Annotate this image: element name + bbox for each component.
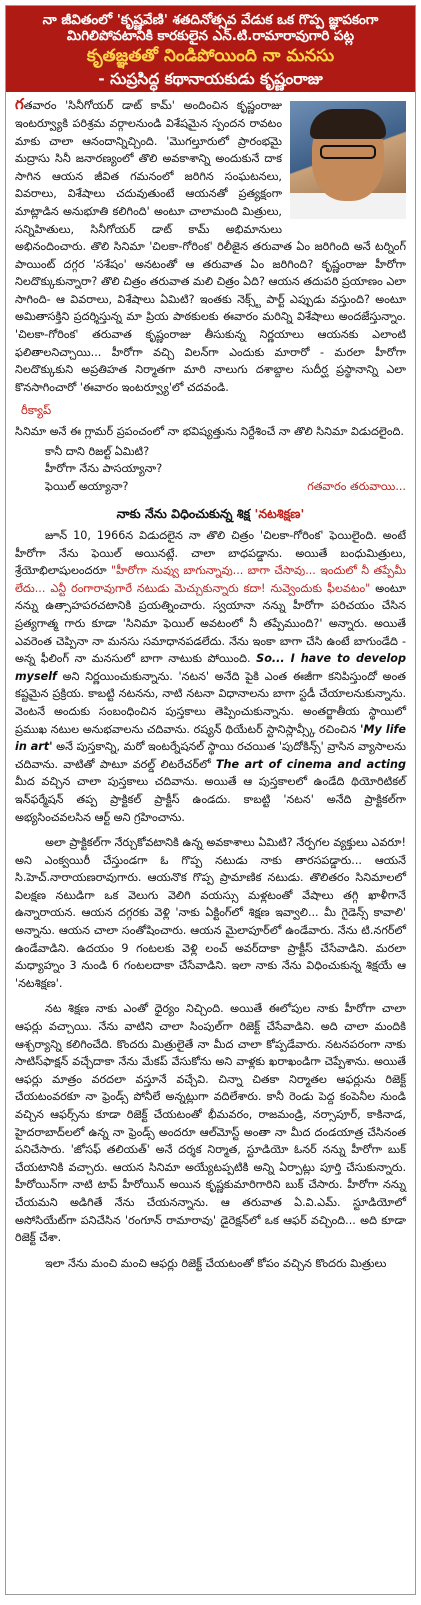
recap-question-2: హీరోగా నేను పాసయ్యానా? xyxy=(45,462,163,476)
section-title xyxy=(15,505,406,523)
recap-question-1: కానీ దాని రిజల్ట్ ఏమిటి? xyxy=(45,444,150,458)
article-page xyxy=(5,5,416,1595)
intro-dropcap: గ xyxy=(15,95,24,114)
paragraph-1-e: మీద వచ్చిన చాలా పుస్తకాలు చదివాను. అయితే ఆ పుస్తకాలలో ఉండేది థియోరిటికల్ ఇన్‌ఫర్మేషన్ తప్ప ప్రాక్టికల్ ప్రాక్టీస్ ఉండదు. కాబట్టి 'నటన' అనేది ప్రాక్టికల్‌గా అభ్యసించవలసిన ఆర్ట్ అని గ్రహించాను. xyxy=(15,775,406,824)
recap-title: రీక్యాప్ xyxy=(21,403,52,418)
photo-glasses xyxy=(320,145,376,159)
paragraph-2: అలా ప్రాక్టికల్‌గా నేర్చుకోవటానికి ఉన్న అవకాశాలు ఏమిటి? నేర్పగల వ్యక్తులు ఎవరూ! అని ఎంక్వయిరీ చేస్తుండగా ఓ గొప్ప నటుడు నాకు తారసపడ్డారు... ఆయనే సి.హెచ్.నారాయణరావుగారు. ఆయనొక గొప్ప ప్రామాణిక నటుడు. తొలితరం సినిమాలలో విలక్షణ నటుడిగా ఒక వెలుగు వెలిగి వయస్సు మళ్లటంతో వేషాలు తగ్గి ఖాళీగానే ఉన్నారాయన. ఆయన దగ్గరకు వెళ్లి 'నాకు ఏక్టింగ్‌లో శిక్షణ ఇవ్వాలి... మీ గైడెన్స్ కావాలి' అన్నాను. ఆయన చాలా సంతోషించారు. ఆయన మైలాపూర్‌లో ఉండేవారు. నేను టి.నగర్‌లో ఉండేవాడిని. ఉదయం 9 గంటలకు వెళ్లి లంచ్ అవర్‌దాకా ప్రాక్టీస్ చేసేవాడిని. మరలా మధ్యాహ్నం 3 నుండి 6 గంటలదాకా చేసేవాడిని. ఇలా నాకు నేను విధించుకున్న శిక్షయే ఆ 'నటశిక్షణ'. xyxy=(15,836,406,990)
recap-text: సినిమా అనే ఈ గ్లామర్ ప్రపంచంలో నా భవిష్యత్తును నిర్దేశించే నా తొలి సినిమా విడుదలైంది. xyxy=(15,425,404,439)
paragraph-1-b: అంటూ నన్ను ఉత్సాహపరచటానికి ప్రయత్నించారు. స్వయానా నన్ను హీరోగా పరిచయం చేసిన ప్రత్యగాత్మ గారు కూడా 'సినిమా ఫెయిల్ అవటంలో నీ తప్పేముంది?' అన్నారు. అయితే ఎవరెంత చెప్పినా నా మనసు సమాధానపడలేదు. నేను ఇంకా బాగా చేసి ఉంటే బాగుండేది - అన్న ఫీలింగ్ నా మనసులో బాగా నాటుకు పోయింది. xyxy=(15,581,406,666)
paragraph-1-quote: "హీరోగా నువ్వు బాగున్నావు... బాగా చేసావు... ఇందులో నీ తప్పేమీ లేదు... ఎన్టీ రంగారావుగారే నటుడు మెచ్చుకున్నారు కదా! నువ్వెందుకు ఫీలవటం" xyxy=(15,564,407,595)
headline-line-2: మిగిలిపోవటానికి కారకులైన ఎన్.టి.రామారావుగారి పట్ల xyxy=(66,28,355,45)
paragraph-1-c: అని నిర్ణయించుకున్నాను. 'నటన' అనేది పైకి ఎంత ఈజీగా కనిపిస్తుందో అంత కష్టమైన ప్రక్రియ. కాబట్టి నటనను, నాటి నటనా విధానాలను బాగా స్టడీ చేయాలనుకున్నాను. వెంటనే అందుకు సంబంధించిన పుస్తకాలు తెప్పించుకున్నాను. అంతర్జాతీయ స్థాయిలో ప్రముఖ నటుల అనుభవాలను చదివాను. రష్యన్ థియేటర్ స్టానిస్లావ్స్కీ రచించిన xyxy=(15,669,406,736)
paragraph-1-english-3: The art of cinema and acting xyxy=(215,757,406,771)
paragraph-1-english-2: 'My life in art' xyxy=(15,722,406,754)
continued-label: గతవారం తరువాయి... xyxy=(307,479,406,493)
paragraph-1-english-1: So... I have to develop myself xyxy=(15,652,406,683)
headline-byline: - సుప్రసిద్ధ కథానాయకుడు కృష్ణంరాజు xyxy=(98,69,323,88)
recap-question-row xyxy=(15,478,406,496)
paragraph-1-a: జూన్ 10, 1966న విడుదలైన నా తొలి చిత్రం 'చిలకా-గోరింక' ఫెయిలైంది. అంటే హీరోగా నేను ఫెయిల్ అయినట్లే. చాలా బాధపడ్డాను. అయితే బంధుమిత్రులు, శ్రేయోభిలాషులందరూ xyxy=(15,529,406,578)
article-header xyxy=(6,6,415,92)
paragraph-3: నట శిక్షణ నాకు ఎంతో ధైర్యం నిచ్చింది. అయితే ఈలోపుల నాకు హీరోగా చాలా ఆఫర్లు వచ్చాయి. నేను వాటిని చాలా సింపుల్‌గా రిజెక్ట్ చేసేవాడిని. అది చాలా మందికి ఆశ్చర్యాన్ని కలిగించేది. కొందరు మిత్రులైతే నా మీద చాలా కోప్పడేవారు. నటనపరంగా నాకు సాటిస్‌ఫాక్షన్ వచ్చేదాకా నేను మేకప్ వేసుకోను అని వాళ్లకు ఖరాఖండిగా చెప్పేశాను. అయితే ఆఫర్లు మాత్రం వరదలా వస్తూనే వచ్చేవి. చిన్నా చితకా నిర్మాతల ఆఫర్లును రిజెక్ట్ చేయటంవరకూ నా ఫ్రెండ్స్ పోనీలే అన్నట్లుగా వదిలేశారు. కానీ రెండు పెద్ద కంపెనీల నుండి వచ్చిన ఆఫర్స్‌ను కూడా రిజెక్ట్ చేయటంతో భీమవరం, రాజమండ్రి, నర్సాపూర్, కాకినాడ, హైదరాబాద్‌లలో ఉన్న నా ఫ్రెండ్స్ అందరూ ఆల్‌మోస్ట్ అంతా నా మీద దండయాత్ర చేసినంత పనిచేసారు. 'జోసఫ్ తలియత్' అనే దర్శక నిర్మాత, స్టూడియో ఓనర్ నన్ను హీరోగా బుక్ చేయటానికి వచ్చారు. ఆయన సినిమా అయ్యేటప్పటికి అన్ని ఏర్పాట్లు పూర్తి చేసుకున్నారు. హీరోయిన్‌గా నాటి టాప్ హీరోయిన్ అయిన కృష్ణకుమారిగారిని బుక్ చేసారు. హీరోగా నన్ను చేయమని అడిగితే నేను చేయనన్నాను. ఆ తరువాత ఏ.వి.ఎమ్. స్టూడియోలో అసోసియేట్‌గా పనిచేసిన 'రంగూన్ రామారావు' డైరెక్షన్‌లో ఒక ఆఫర్ వచ్చింది... అది కూడా రిజెక్ట్ చేశా. xyxy=(15,1002,406,1245)
photo-hair xyxy=(310,109,386,139)
recap-question-3: ఫెయిల్ అయ్యానా? xyxy=(45,479,129,493)
section-title-text: నాకు నేను విధించుకున్న శిక్ష xyxy=(116,506,251,522)
intro-text: తవారం 'సినీగోయర్ డాట్ కామ్' అందించిన కృష్ణంరాజు ఇంటర్వ్యూకి పరిశ్రమ వర్గాలనుండి విశేషమైన స్పందన రావటం మాకు చాలా ఆనందాన్నిచ్చింది. 'మొగల్తూరులో ప్రారంభమై మద్రాసు సినీ జనారణ్యంలో తొలి అవకాశాన్ని అందుకునే దాక సాగిన ఆయన జీవిత గమనంలో జరిగిన సంఘటనలు, వివరాలు, విశేషాలు చదువుతుంటే ఆయనతో ప్రత్యక్షంగా మాట్లాడిన అనుభూతి కలిగింది' అంటూ చాలామంది మిత్రులు, సన్నిహితులు, సినీగోయర్ డాట్ కామ్ అభిమానులు అభినందించారు. తొలి సినిమా 'చిలకా-గోరింక' రిలీజైన తరువాత ఏం జరిగింది అనే టర్నింగ్ పాయింట్ దగ్గర 'సశేషం' అనటంతో ఆ తరువాత ఏం జరిగింది? కృష్ణంరాజు హీరోగా నిలదొక్కుకున్నారా? తొలి చిత్రం తరువాత మలి చిత్రం ఏది? ఆయన తదుపరి ప్రయాణం ఎలా సాగింది- ఆ వివరాలు, విశేషాలు ఏమిటి? ఇంతకు నెక్స్ట్ పార్ట్ ఎప్పుడు వస్తుంది? అంటూ అమితాసక్తిని ప్రదర్శిస్తున్న మా ప్రియ పాఠకులకు ఈవారం మరిన్ని విశేషాలు అందజేస్తున్నాం. 'చిలకా-గోరింక' తరువాత కృష్ణంరాజు తీసుకున్న నిర్ణయాలు ఆయనకు ఎలాంటి ఫలితాలనిచ్చాయి... హీరోగా వచ్చి విలన్‌గా ఎందుకు మారారో - మరలా హీరోగా నిలదొక్కుకుని అప్రతిహత నిర్మాతగా మారి నాలుగు దశాబ్దాల సుదీర్ఘ ప్రస్థానాన్ని ఎలా కొనసాగించారో 'ఈవారం ఇంటర్వ్యూ'లో చదవండి. xyxy=(15,99,406,394)
headline-line-1: నా జీవితంలో 'కృష్ణవేణి' శతదినోత్సవ వేడుక ఒక గొప్ప జ్ఞాపకంగా xyxy=(42,12,379,28)
krishnamraju-photo xyxy=(290,101,406,219)
headline-line-3: కృతజ్ఞతతో నిండిపోయింది నా మనసు xyxy=(86,46,335,67)
paragraph-1-d: అనే పుస్తకాన్ని, మరో ఇంటర్నేషనల్ స్థాయి రచయిత 'పుదోకిన్స్' వ్రాసిన వ్యాసాలను చదివాను. వాటితో పాటూ వరల్డ్ లిటరేచర్‌లో xyxy=(15,740,406,771)
paragraph-1 xyxy=(15,527,406,826)
article-body xyxy=(6,92,415,1272)
section-title-quote: 'నటశిక్షణ' xyxy=(254,506,305,522)
paragraph-4: ఇలా నేను మంచి మంచి ఆఫర్లు రిజెక్ట్ చేయటంతో కోపం వచ్చిన కొందరు మిత్రులు xyxy=(45,1256,387,1270)
